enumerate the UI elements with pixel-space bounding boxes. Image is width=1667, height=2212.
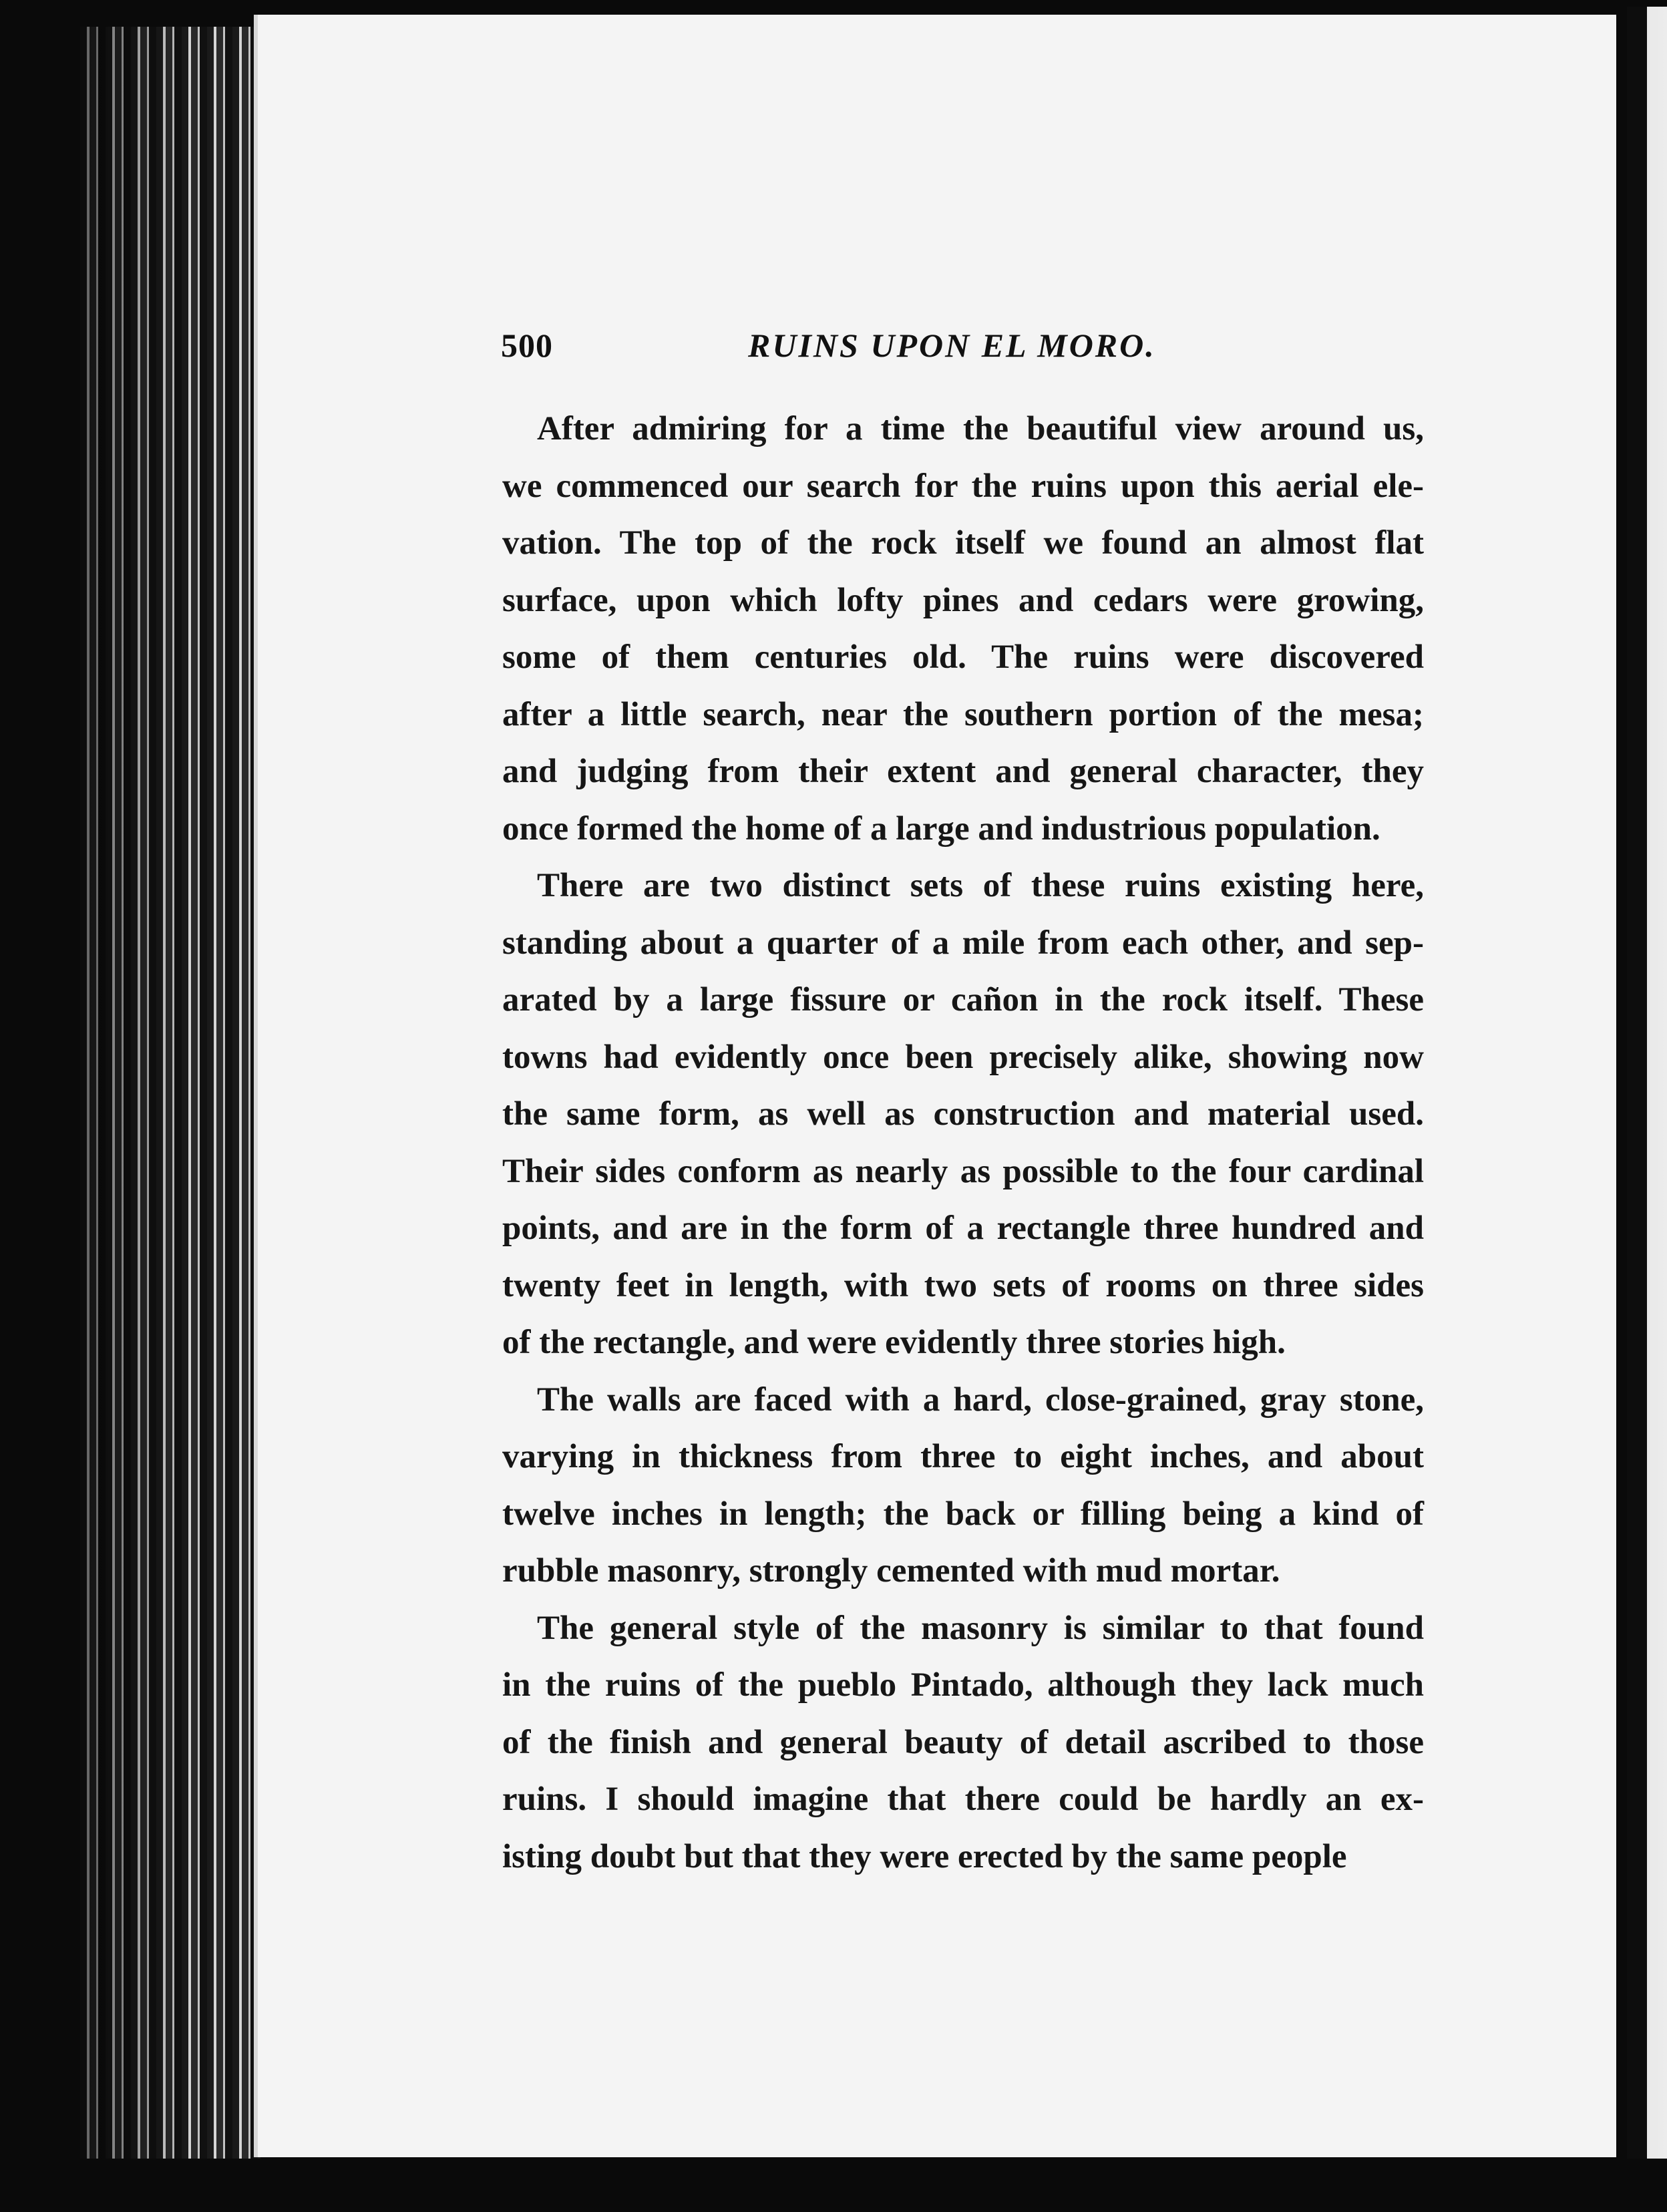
text-line: arated by a large fissure or cañon in the rock itself. These [502, 981, 1424, 1019]
text-line: varying in thickness from three to eight inches, and about [502, 1438, 1424, 1475]
page-header [501, 314, 1436, 374]
text-line: vation. The top of the rock itself we found an almost flat [502, 524, 1424, 562]
text-line: some of them centuries old. The ruins were discovered [502, 638, 1424, 676]
page-edges-shadow [80, 27, 260, 2177]
adjacent-page-edge [1627, 7, 1667, 2184]
text-line: once formed the home of a large and industrious population. [502, 809, 1380, 848]
text-line: twelve inches in length; the back or filling being a kind of [502, 1495, 1424, 1533]
text-line: twenty feet in length, with two sets of rooms on three sides [502, 1266, 1424, 1304]
text-line: The general style of the masonry is similar to that found [537, 1609, 1424, 1647]
text-line: There are two distinct sets of these ruins existing here, [537, 867, 1424, 904]
text-line: ruins. I should imagine that there could be hardly an ex- [502, 1781, 1424, 1818]
text-line: of the rectangle, and were evidently three stories high. [502, 1324, 1286, 1361]
text-line: the same form, as well as construction and material used. [502, 1095, 1424, 1133]
text-line: in the ruins of the pueblo Pintado, although they lack much [502, 1666, 1424, 1704]
text-line: Their sides conform as nearly as possible to the four cardinal [502, 1152, 1424, 1190]
scan-bottom-border [0, 2159, 1667, 2212]
paragraph [502, 1600, 1424, 1886]
text-line: After admiring for a time the beautiful view around us, [537, 410, 1424, 447]
text-line: surface, upon which lofty pines and cedars were growing, [502, 581, 1424, 619]
paragraph [502, 1372, 1424, 1600]
text-line: standing about a quarter of a mile from each other, and sep- [502, 924, 1424, 962]
page-number: 500 [501, 327, 553, 364]
text-line: points, and are in the form of a rectangle three hundred and [502, 1210, 1424, 1247]
text-line: rubble masonry, strongly cemented with mud mortar. [502, 1552, 1280, 1590]
running-title: RUINS UPON EL MORO. [748, 327, 1156, 364]
paragraph [502, 401, 1424, 858]
text-line: of the finish and general beauty of detail ascribed to those [502, 1723, 1424, 1761]
text-line: isting doubt but that they were erected by the same people [502, 1837, 1347, 1875]
text-line: we commenced our search for the ruins upon this aerial ele- [502, 467, 1424, 505]
text-line: after a little search, near the southern portion of the mesa; [502, 695, 1424, 733]
text-line: towns had evidently once been precisely alike, showing now [502, 1038, 1424, 1076]
text-line: and judging from their extent and general character, they [502, 753, 1424, 790]
body-text [502, 401, 1424, 1885]
paragraph [502, 858, 1424, 1372]
text-line: The walls are faced with a hard, close-grained, gray stone, [537, 1380, 1424, 1419]
